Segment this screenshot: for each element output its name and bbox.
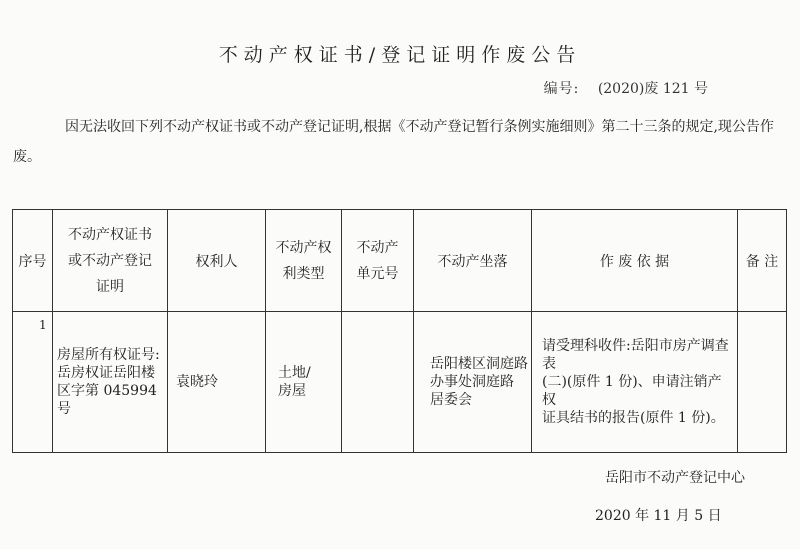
cell-type-line: 房屋 xyxy=(278,383,306,399)
cell-cert-line: 房屋所有权证号: xyxy=(57,347,160,363)
header-cert-line: 证明 xyxy=(96,278,124,295)
cell-basis-line: (二)(原件 1 份)、申请注销产权 xyxy=(542,374,722,408)
announcement-body: 因无法收回下列不动产权证书或不动产登记证明,根据《不动产登记暂行条例实施细则》第二十三条的规定,现公告作废。 xyxy=(13,119,774,165)
document-number-value: (2020)废 121 号 xyxy=(597,81,708,97)
issuing-authority: 岳阳市不动产登记中心 xyxy=(605,470,745,486)
table-header-row xyxy=(13,210,787,312)
cell-location-line: 岳阳楼区洞庭路 xyxy=(430,356,528,372)
header-type-line: 不动产权 xyxy=(275,239,332,256)
cell-cert-line: 岳房权证岳阳楼 xyxy=(57,365,155,381)
header-remark: 备 注 xyxy=(738,210,787,312)
document-title: 不动产权证书/登记证明作废公告 xyxy=(218,44,582,66)
issue-date: 2020 年 11 月 5 日 xyxy=(595,508,722,524)
void-certificate-table xyxy=(12,209,787,453)
header-unit-line: 不动产 xyxy=(356,239,399,256)
cell-cert-line: 区字第 045994 号 xyxy=(57,383,157,417)
cell-type-line: 土地/ xyxy=(278,365,311,381)
header-unit-line: 单元号 xyxy=(356,265,399,282)
document-number-label: 编号: xyxy=(543,81,580,97)
header-type-line: 利类型 xyxy=(282,265,325,282)
header-cert-line: 或不动产登记 xyxy=(68,252,152,269)
header-basis: 作 废 依 据 xyxy=(532,210,738,312)
header-holder: 权利人 xyxy=(168,210,266,312)
cell-basis xyxy=(532,312,738,453)
header-location: 不动产坐落 xyxy=(414,210,532,312)
cell-unit xyxy=(342,312,414,453)
cell-holder: 袁晓玲 xyxy=(168,312,266,453)
document-number xyxy=(544,78,708,98)
header-cert xyxy=(53,210,168,312)
cell-basis-line: 请受理科收件:岳阳市房产调查表 xyxy=(542,338,729,372)
header-unit xyxy=(342,210,414,312)
cell-basis-line: 证具结书的报告(原件 1 份)。 xyxy=(542,410,725,426)
cell-seq xyxy=(13,312,53,453)
cell-remark xyxy=(738,312,787,453)
cell-cert xyxy=(53,312,168,453)
cell-location-line: 办事处洞庭路 xyxy=(430,374,514,390)
cell-type xyxy=(266,312,342,453)
cell-seq-value: 1 xyxy=(39,318,47,332)
header-seq: 序号 xyxy=(13,210,53,312)
header-cert-line: 不动产权证书 xyxy=(68,226,152,243)
header-type xyxy=(266,210,342,312)
table-row xyxy=(13,312,787,453)
cell-location-line: 居委会 xyxy=(430,392,472,408)
cell-location xyxy=(414,312,532,453)
